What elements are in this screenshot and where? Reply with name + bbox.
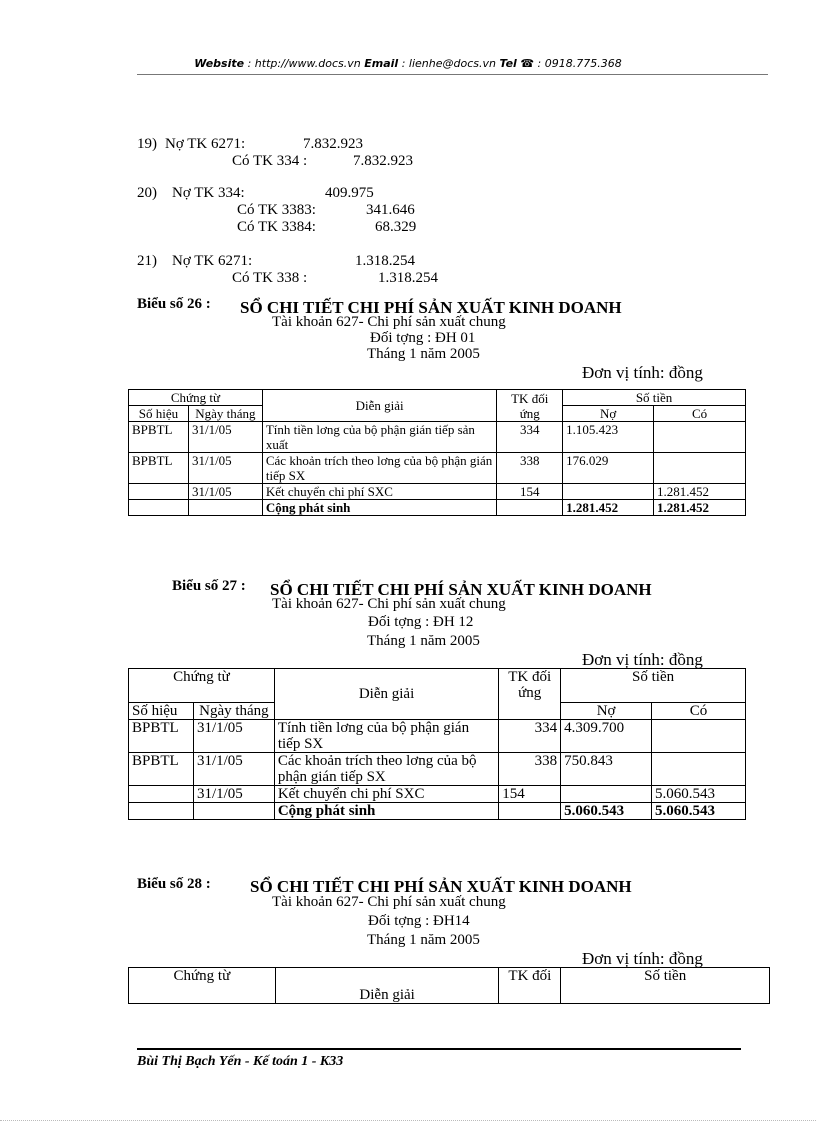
cell-description: Kết chuyển chi phí SXC — [262, 484, 496, 500]
page-edge — [0, 1120, 816, 1121]
cell-contra-account: 334 — [497, 422, 563, 453]
entry-debit-amount: 7.832.923 — [303, 136, 363, 152]
email-value[interactable]: : lienhe@docs.vn — [398, 57, 500, 70]
column-header-voucher-date: Ngày tháng — [193, 703, 274, 720]
header-rule — [137, 74, 768, 75]
column-header-voucher: Chứng từ — [129, 390, 263, 406]
ledger-title: SỔ CHI TIẾT CHI PHÍ SẢN XUẤT KINH DOANH — [250, 877, 632, 896]
cell-debit: 4.309.700 — [561, 720, 652, 753]
column-header-amount: Số tiền — [563, 390, 746, 406]
ledger-account: Tài khoản 627- Chi phí sản xuất chung — [272, 596, 506, 612]
column-header-voucher-no: Số hiệu — [129, 406, 189, 422]
total-debit: 5.060.543 — [561, 803, 652, 820]
entry-credit-amount: 1.318.254 — [378, 270, 438, 286]
ledger-tag: Biểu số 27 : — [172, 578, 246, 594]
page-header — [0, 57, 816, 70]
total-credit: 1.281.452 — [654, 500, 746, 516]
cell-voucher-no: BPBTL — [129, 753, 194, 786]
tel-value: : 0918.775.368 — [534, 57, 622, 70]
ledger-tag: Biểu số 28 : — [137, 876, 211, 892]
footer-rule — [137, 1048, 741, 1050]
cell-voucher-date: 31/1/05 — [193, 720, 274, 753]
column-header-voucher: Chứng từ — [129, 968, 276, 1004]
column-header-credit: Có — [654, 406, 746, 422]
entry-credit-amount: 7.832.923 — [353, 153, 413, 169]
ledger-object: Đối tợng : ĐH14 — [368, 913, 470, 929]
cell-voucher-date: 31/1/05 — [188, 453, 262, 484]
cell-voucher-no: BPBTL — [129, 720, 194, 753]
cell-voucher-no — [129, 484, 189, 500]
column-header-voucher-no: Số hiệu — [129, 703, 194, 720]
ledger-table — [128, 967, 770, 1004]
entry-debit-amount: 409.975 — [325, 185, 374, 201]
total-debit: 1.281.452 — [563, 500, 654, 516]
cell-credit — [652, 720, 746, 753]
cell-voucher-date: 31/1/05 — [188, 422, 262, 453]
ledger-period: Tháng 1 năm 2005 — [367, 633, 480, 649]
cell-debit: 176.029 — [563, 453, 654, 484]
cell-credit: 1.281.452 — [654, 484, 746, 500]
ledger-unit: Đơn vị tính: đồng — [582, 650, 703, 669]
cell-contra-account: 338 — [499, 753, 561, 786]
tel-label: Tel — [499, 57, 517, 70]
footer-author: Bùi Thị Bạch Yến - Kế toán 1 - K33 — [137, 1054, 344, 1069]
column-header-description: Diễn giải — [274, 669, 498, 720]
cell-voucher-no — [129, 786, 194, 803]
total-row — [129, 500, 746, 516]
cell-voucher-date: 31/1/05 — [188, 484, 262, 500]
entry-debit-amount: 1.318.254 — [355, 253, 415, 269]
entry-debit: Nợ TK 334: — [172, 185, 245, 201]
cell-description: Kết chuyển chi phí SXC — [274, 786, 498, 803]
ledger-period: Tháng 1 năm 2005 — [367, 346, 480, 362]
cell-credit: 5.060.543 — [652, 786, 746, 803]
entry-number: 19) — [137, 136, 157, 152]
cell-contra-account: 154 — [499, 786, 561, 803]
website-value[interactable]: : http://www.docs.vn — [244, 57, 365, 70]
cell-credit — [652, 753, 746, 786]
column-header-debit: Nợ — [563, 406, 654, 422]
total-label: Cộng phát sinh — [274, 803, 498, 820]
cell-voucher-no: BPBTL — [129, 422, 189, 453]
cell-debit: 1.105.423 — [563, 422, 654, 453]
column-header-amount: Số tiền — [561, 669, 746, 703]
total-row — [129, 803, 746, 820]
table-row — [129, 753, 746, 786]
column-header-voucher-date: Ngày tháng — [188, 406, 262, 422]
entry-credit: Có TK 334 : — [232, 153, 308, 169]
ledger-table — [128, 389, 746, 516]
entry-credit-amount: 341.646 — [366, 202, 415, 218]
ledger-account: Tài khoản 627- Chi phí sản xuất chung — [272, 314, 506, 330]
cell-contra-account: 154 — [497, 484, 563, 500]
cell-contra-account: 338 — [497, 453, 563, 484]
cell-credit — [654, 422, 746, 453]
cell-voucher-no: BPBTL — [129, 453, 189, 484]
column-header-description: Diễn giải — [275, 968, 499, 1004]
cell-description: Tính tiền lơng của bộ phận gián tiếp sản xuất — [262, 422, 496, 453]
column-header-description: Diễn giải — [262, 390, 496, 422]
table-row — [129, 453, 746, 484]
table-row — [129, 720, 746, 753]
cell-voucher-date: 31/1/05 — [193, 753, 274, 786]
cell-description: Các khoản trích theo lơng của bộ phận gián tiếp SX — [262, 453, 496, 484]
cell-debit — [561, 786, 652, 803]
cell-debit: 750.843 — [561, 753, 652, 786]
cell-credit — [654, 453, 746, 484]
entry-credit: Có TK 338 : — [232, 270, 308, 286]
ledger-unit: Đơn vị tính: đồng — [582, 949, 703, 968]
cell-description: Tính tiền lơng của bộ phận gián tiếp SX — [274, 720, 498, 753]
column-header-contra-account: TK đối — [499, 968, 561, 1004]
ledger-unit: Đơn vị tính: đồng — [582, 363, 703, 382]
ledger-object: Đối tợng : ĐH 01 — [370, 330, 476, 346]
entry-debit: Nợ TK 6271: — [165, 136, 246, 152]
entry-number: 20) — [137, 185, 157, 201]
cell-debit — [563, 484, 654, 500]
cell-contra-account: 334 — [499, 720, 561, 753]
ledger-account: Tài khoản 627- Chi phí sản xuất chung — [272, 894, 506, 910]
ledger-period: Tháng 1 năm 2005 — [367, 932, 480, 948]
table-row — [129, 422, 746, 453]
cell-description: Các khoản trích theo lơng của bộ phận gián tiếp SX — [274, 753, 498, 786]
total-label: Cộng phát sinh — [262, 500, 496, 516]
table-row — [129, 484, 746, 500]
entry-number: 21) — [137, 253, 157, 269]
column-header-amount: Số tiền — [561, 968, 770, 1004]
ledger-table — [128, 668, 746, 820]
ledger-title: SỔ CHI TIẾT CHI PHÍ SẢN XUẤT KINH DOANH — [270, 580, 652, 599]
entry-credit: Có TK 3383: — [237, 202, 316, 218]
cell-voucher-date: 31/1/05 — [193, 786, 274, 803]
entry-debit: Nợ TK 6271: — [172, 253, 253, 269]
email-label: Email — [364, 57, 399, 70]
column-header-contra-account: TK đối ứng — [499, 669, 561, 720]
phone-icon: ☎ — [520, 57, 535, 70]
column-header-voucher: Chứng từ — [129, 669, 275, 703]
entry-credit-amount: 68.329 — [375, 219, 417, 235]
column-header-debit: Nợ — [561, 703, 652, 720]
table-row — [129, 786, 746, 803]
column-header-contra-account: TK đối ứng — [497, 390, 563, 422]
entry-credit: Có TK 3384: — [237, 219, 316, 235]
ledger-tag: Biểu số 26 : — [137, 296, 211, 312]
column-header-credit: Có — [652, 703, 746, 720]
ledger-object: Đối tợng : ĐH 12 — [368, 614, 474, 630]
total-credit: 5.060.543 — [652, 803, 746, 820]
ledger-title: SỔ CHI TIẾT CHI PHÍ SẢN XUẤT KINH DOANH — [240, 298, 622, 317]
website-label: Website — [194, 57, 245, 70]
